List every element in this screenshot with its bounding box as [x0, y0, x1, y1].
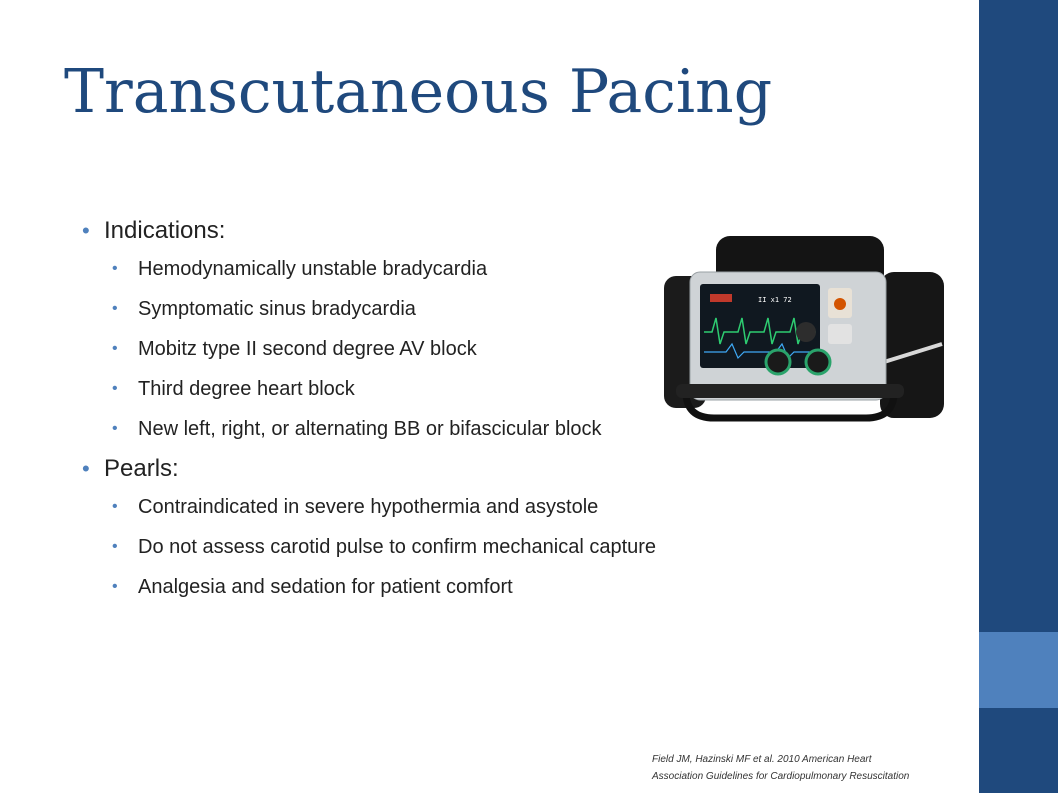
bullet-icon: • [112, 340, 118, 357]
bullet-icon: • [112, 260, 118, 277]
bullet-content [82, 206, 657, 612]
slide-title: Transcutaneous Pacing [64, 57, 773, 127]
right-sidebar-accent [979, 632, 1058, 708]
bullet-icon: • [112, 538, 118, 555]
monitor-readout: II x1 72 [758, 296, 792, 304]
section-heading-pearls: • Pearls: [82, 454, 657, 484]
defibrillator-image [646, 212, 960, 470]
bullet-icon: • [112, 498, 118, 515]
list-item: • Mobitz type II second degree AV block [82, 334, 657, 364]
citation [652, 751, 972, 785]
list-item: • Contraindicated in severe hypothermia and asystole [82, 492, 657, 522]
list-item: • New left, right, or alternating BB or bifascicular block [82, 414, 657, 444]
list-item: • Third degree heart block [82, 374, 657, 404]
list-item: • Symptomatic sinus bradycardia [82, 294, 657, 324]
bullet-icon: • [112, 420, 118, 437]
citation-line-1: Field JM, Hazinski MF et al. 2010 American Heart [652, 754, 872, 765]
list-item: • Analgesia and sedation for patient comfort [82, 572, 657, 602]
list-item: • Do not assess carotid pulse to confirm mechanical capture [82, 532, 657, 562]
bullet-icon: • [112, 578, 118, 595]
bullet-icon: • [112, 380, 118, 397]
list-item: • Hemodynamically unstable bradycardia [82, 254, 657, 284]
citation-line-2: Association Guidelines for Cardiopulmonary Resuscitation [652, 771, 910, 782]
bullet-icon: • [112, 300, 118, 317]
section-heading-indications: • Indications: [82, 216, 657, 246]
